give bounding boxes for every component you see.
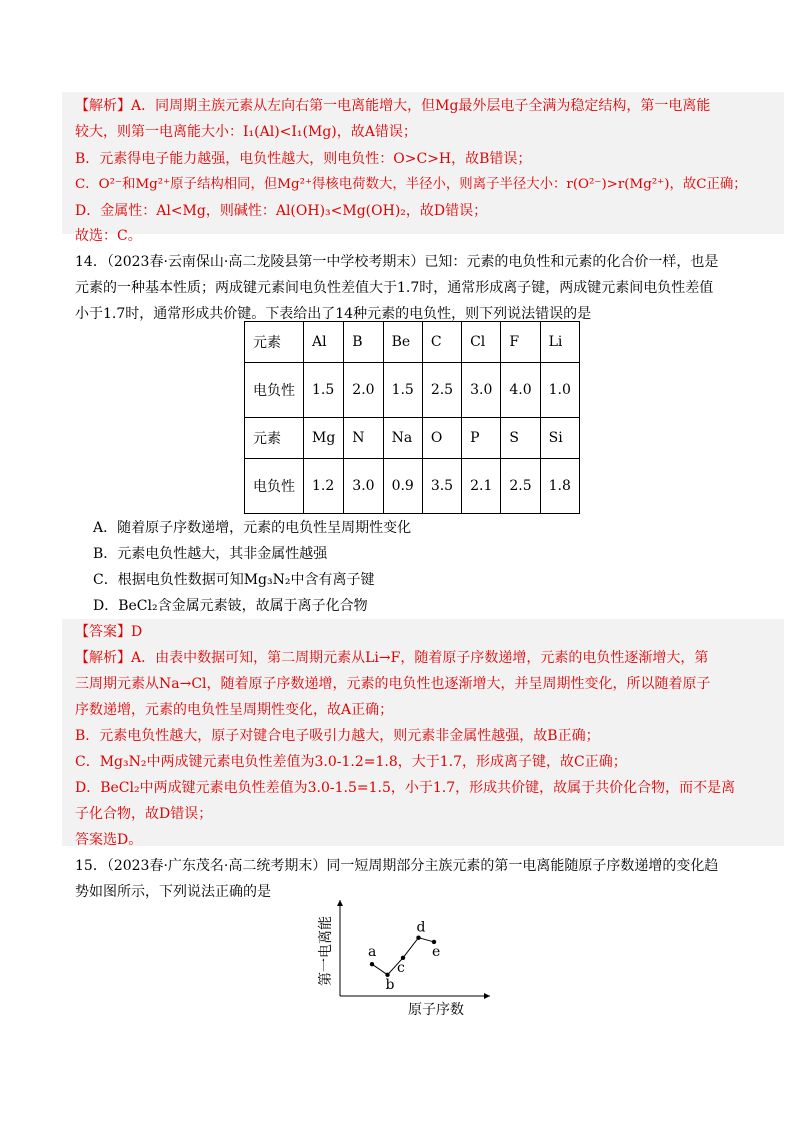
table-cell: 1.5 xyxy=(304,363,344,418)
table-cell: 元素 xyxy=(245,418,304,459)
ionization-energy-chart xyxy=(300,882,500,1022)
table-cell: Cl xyxy=(462,322,501,363)
q13-analysis-d: D．金属性：Al<Mg，则碱性：Al(OH)₃<Mg(OH)₂，故D错误； xyxy=(75,203,488,219)
data-label-b: b xyxy=(385,976,395,993)
q13-analysis-a2: 较大，则第一电离能大小：I₁(Al)<I₁(Mg)，故A错误； xyxy=(75,124,417,140)
table-cell: 1.5 xyxy=(383,363,422,418)
table-cell: 2.5 xyxy=(501,459,540,514)
q14-option-a: A．随着原子序数递增，元素的电负性呈周期性变化 xyxy=(93,520,412,536)
q15-stem-1: 15．（2023春·广东茂名·高二统考期末）同一短周期部分主族元素的第一电离能随原子序数递增的变化趋 xyxy=(75,858,719,874)
q13-analysis-ans: 故选：C。 xyxy=(75,228,142,244)
table-cell: N xyxy=(344,418,383,459)
table-cell: 3.5 xyxy=(422,459,461,514)
chart-series xyxy=(368,920,440,993)
electronegativity-table xyxy=(244,321,580,514)
table-cell: 电负性 xyxy=(245,459,304,514)
data-point-a xyxy=(370,962,374,966)
q14-analysis-7: 子化合物，故D错误； xyxy=(75,806,213,822)
table-cell: Be xyxy=(383,322,422,363)
q14-stem-3: 小于1.7时，通常形成共价键。下表给出了14种元素的电负性，则下列说法错误的是 xyxy=(75,306,592,322)
table-cell: Si xyxy=(540,418,579,459)
q14-answer: 【答案】D xyxy=(75,624,143,640)
table-cell: Mg xyxy=(304,418,344,459)
table-cell: 3.0 xyxy=(462,363,501,418)
table-cell: Al xyxy=(304,322,344,363)
data-label-c: c xyxy=(397,959,405,976)
q14-stem-2: 元素的一种基本性质；两成键元素间电负性差值大于1.7时，通常形成离子键，两成键元素间电负性差值 xyxy=(75,280,714,296)
table-cell: O xyxy=(422,418,461,459)
x-axis-label: 原子序数 xyxy=(408,1002,464,1018)
q14-stem-1: 14．（2023春·云南保山·高二龙陵县第一中学校考期末）已知：元素的电负性和元素的化合价一样，也是 xyxy=(75,254,719,270)
table-cell: C xyxy=(422,322,461,363)
table-cell: 2.5 xyxy=(422,363,461,418)
q13-analysis-b: B．元素得电子能力越强，电负性越大，则电负性：O>C>H，故B错误； xyxy=(75,151,532,167)
data-point-d xyxy=(416,936,420,940)
table-cell: P xyxy=(462,418,501,459)
table-cell: 1.8 xyxy=(540,459,579,514)
table-cell: 4.0 xyxy=(501,363,540,418)
q14-option-b: B．元素电负性越大，其非金属性越强 xyxy=(93,546,328,562)
q14-option-c: C．根据电负性数据可知Mg₃N₂中含有离子键 xyxy=(93,572,375,588)
q15-stem-2: 势如图所示，下列说法正确的是 xyxy=(75,884,271,900)
table-row xyxy=(245,322,580,363)
table-cell: 3.0 xyxy=(344,459,383,514)
y-axis-arrow xyxy=(337,900,343,906)
table-cell: F xyxy=(501,322,540,363)
table-row xyxy=(245,459,580,514)
table-cell: 2.1 xyxy=(462,459,501,514)
q14-analysis-1: 【解析】A．由表中数据可知，第二周期元素从Li→F，随着原子序数递增，元素的电负性逐渐增大，第 xyxy=(75,650,709,666)
data-label-d: d xyxy=(416,919,426,936)
table-cell: 2.0 xyxy=(344,363,383,418)
data-label-e: e xyxy=(432,943,441,960)
table-cell: 1.0 xyxy=(540,363,579,418)
q14-analysis-5: C．Mg₃N₂中两成键元素电负性差值为3.0-1.2=1.8，大于1.7，形成离子键，故C正确； xyxy=(75,754,627,770)
table-cell: S xyxy=(501,418,540,459)
q14-analysis-3: 序数递增，元素的电负性呈周期性变化，故A正确； xyxy=(75,702,394,718)
table-cell: Na xyxy=(383,418,422,459)
q14-analysis-8: 答案选D。 xyxy=(75,832,143,848)
x-axis-arrow xyxy=(484,993,490,999)
table-cell: 元素 xyxy=(245,322,304,363)
data-label-a: a xyxy=(368,944,377,961)
table-row xyxy=(245,363,580,418)
q14-analysis-4: B．元素电负性越大，原子对键合电子吸引力越大，则元素非金属性越强，故B正确； xyxy=(75,728,600,744)
q14-analysis-6: D．BeCl₂中两成键元素电负性差值为3.0-1.5=1.5，小于1.7，形成共价键，故属于共价化合物，而不是离 xyxy=(75,780,736,796)
table-cell: B xyxy=(344,322,383,363)
y-axis-label: 第一电离能 xyxy=(318,916,334,986)
q13-analysis-c: C．O²⁻和Mg²⁺原子结构相同，但Mg²⁺得核电荷数大，半径小，则离子半径大小：r(O²⁻)>r(Mg²⁺)，故C正确； xyxy=(75,177,747,192)
table-cell: 0.9 xyxy=(383,459,422,514)
table-cell: 电负性 xyxy=(245,363,304,418)
q14-analysis-2: 三周期元素从Na→Cl，随着原子序数递增，元素的电负性也逐渐增大，并呈周期性变化，所以随着原子 xyxy=(75,676,711,692)
table-cell: 1.2 xyxy=(304,459,344,514)
q14-option-d: D．BeCl₂含金属元素铍，故属于离子化合物 xyxy=(93,598,368,614)
table-cell: Li xyxy=(540,322,579,363)
table-row xyxy=(245,418,580,459)
q13-analysis-a1: 【解析】A．同周期主族元素从左向右第一电离能增大，但Mg最外层电子全满为稳定结构，第一电离能 xyxy=(75,98,711,114)
